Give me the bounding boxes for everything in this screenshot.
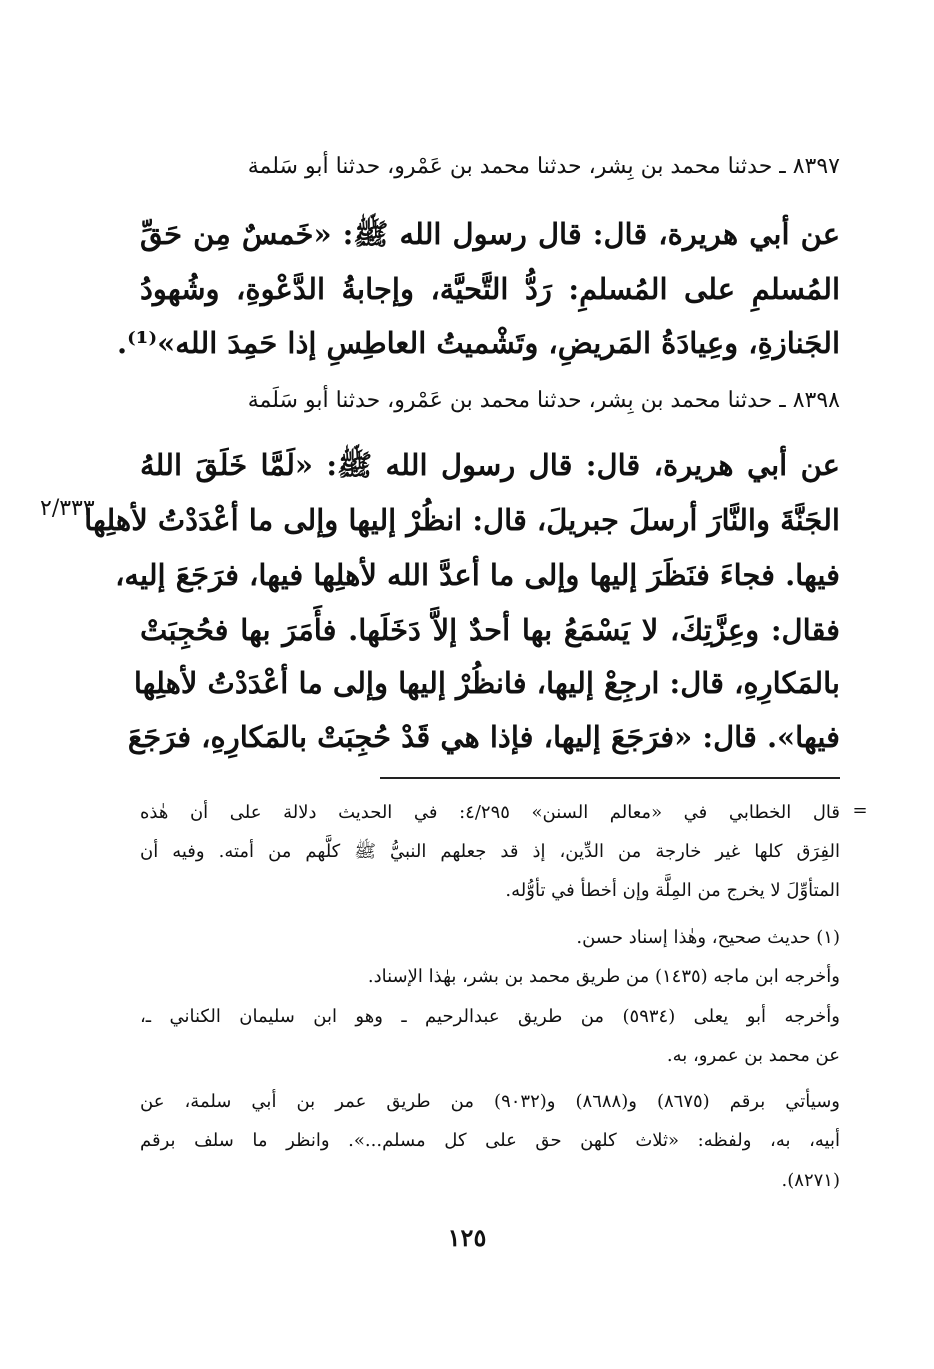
footnote-line: أبيه، به، ولفظه: «ثلاث كلهن حق على كل مسلم...». وانظر ما سلف برقم <box>140 1130 840 1151</box>
footnote-line: الفِرَق كلها غير خارجة من الدِّين، إذ قد جعلهم النبيُّ ﷺ كلَّهم من أمته. وفيه أن <box>140 841 840 862</box>
hadith-8398-isnad: ٨٣٩٨ ـ حدثنا محمد بن بِشر، حدثنا محمد بن عَمْرو، حدثنا أبو سَلَمة <box>247 388 840 413</box>
footnote-line: (١) حديث صحيح، وهٰذا إسناد حسن. <box>576 927 840 948</box>
hadith-8398-line: فقال: وعِزَّتِكَ، لا يَسْمَعُ بها أحدٌ إلاَّ دَخَلَها. فأَمَرَ بها فحُجِبَتْ <box>140 613 840 647</box>
hadith-8398-line: فيها». قال: «فرَجَعَ إليها، فإذا هي قَدْ حُجِبَتْ بالمَكارِهِ، فرَجَعَ <box>127 720 840 754</box>
footnote-line: المتأوِّلَ لا يخرج من المِلَّة وإن أخطأ في تأوُّله. <box>505 880 840 901</box>
hadith-8398-line: عن أبي هريرة، قال: قال رسول الله ﷺ: «لَمَّا خَلَقَ اللهُ <box>140 448 840 482</box>
footnote-line: وأخرجه ابن ماجه (١٤٣٥) من طريق محمد بن بشر، بهٰذا الإسناد. <box>367 966 840 987</box>
footnote-line: وسيأتي برقم (٨٦٧٥) و(٨٦٨٨) و(٩٠٣٢) من طريق عمر بن أبي سلمة، عن <box>140 1091 840 1112</box>
hadith-8397-line: المُسلمِ على المُسلمِ: رَدُّ التَّحيَّة، وإجابةُ الدَّعْوةِ، وشُهودُ <box>140 272 841 306</box>
hadith-8397-line: عن أبي هريرة، قال: قال رسول الله ﷺ: «خَمسٌ مِن حَقِّ <box>140 217 840 251</box>
footnote-line: عن محمد بن عمرو، به. <box>666 1045 840 1066</box>
hadith-8398-line: الجَنَّةَ والنَّارَ أرسلَ جبريلَ، قال: انظُرْ إليها وإلى ما أعْدَدْتُ لأهلِها <box>84 503 840 537</box>
hadith-8397-isnad: ٨٣٩٧ ـ حدثنا محمد بن بِشر، حدثنا محمد بن عَمْرو، حدثنا أبو سَلمة <box>247 154 840 179</box>
footnote-line: قال الخطابي في «معالم السنن» ٤/٢٩٥: في الحديث دلالة على أن هٰذه <box>140 802 840 823</box>
footnote-separator <box>380 777 840 779</box>
footnote-line: وأخرجه أبو يعلى (٥٩٣٤) من طريق عبدالرحيم ـ وهو ابن سليمان الكناني ـ، <box>140 1006 840 1027</box>
footnote-continuation-mark: = <box>852 800 868 821</box>
footnote-line: (٨٢٧١). <box>781 1170 840 1191</box>
hadith-8397-line: الجَنازةِ، وعِيادَةُ المَريضِ، وتَشْميتُ العاطِسِ إذا حَمِدَ الله»⁽¹⁾. <box>117 326 840 360</box>
margin-volume-page-ref: ٢/٣٣٣ <box>40 496 95 521</box>
page-number: ١٢٥ <box>447 1223 487 1252</box>
hadith-8398-line: بالمَكارِهِ، قال: ارجِعْ إليها، فانظُرْ إليها وإلى ما أعْدَدْتُ لأهلِها <box>133 666 840 700</box>
hadith-8398-line: فيها. فجاءَ فنَظَرَ إليها وإلى ما أعدَّ الله لأهلِها فيها، فرَجَعَ إليه، <box>115 558 840 592</box>
